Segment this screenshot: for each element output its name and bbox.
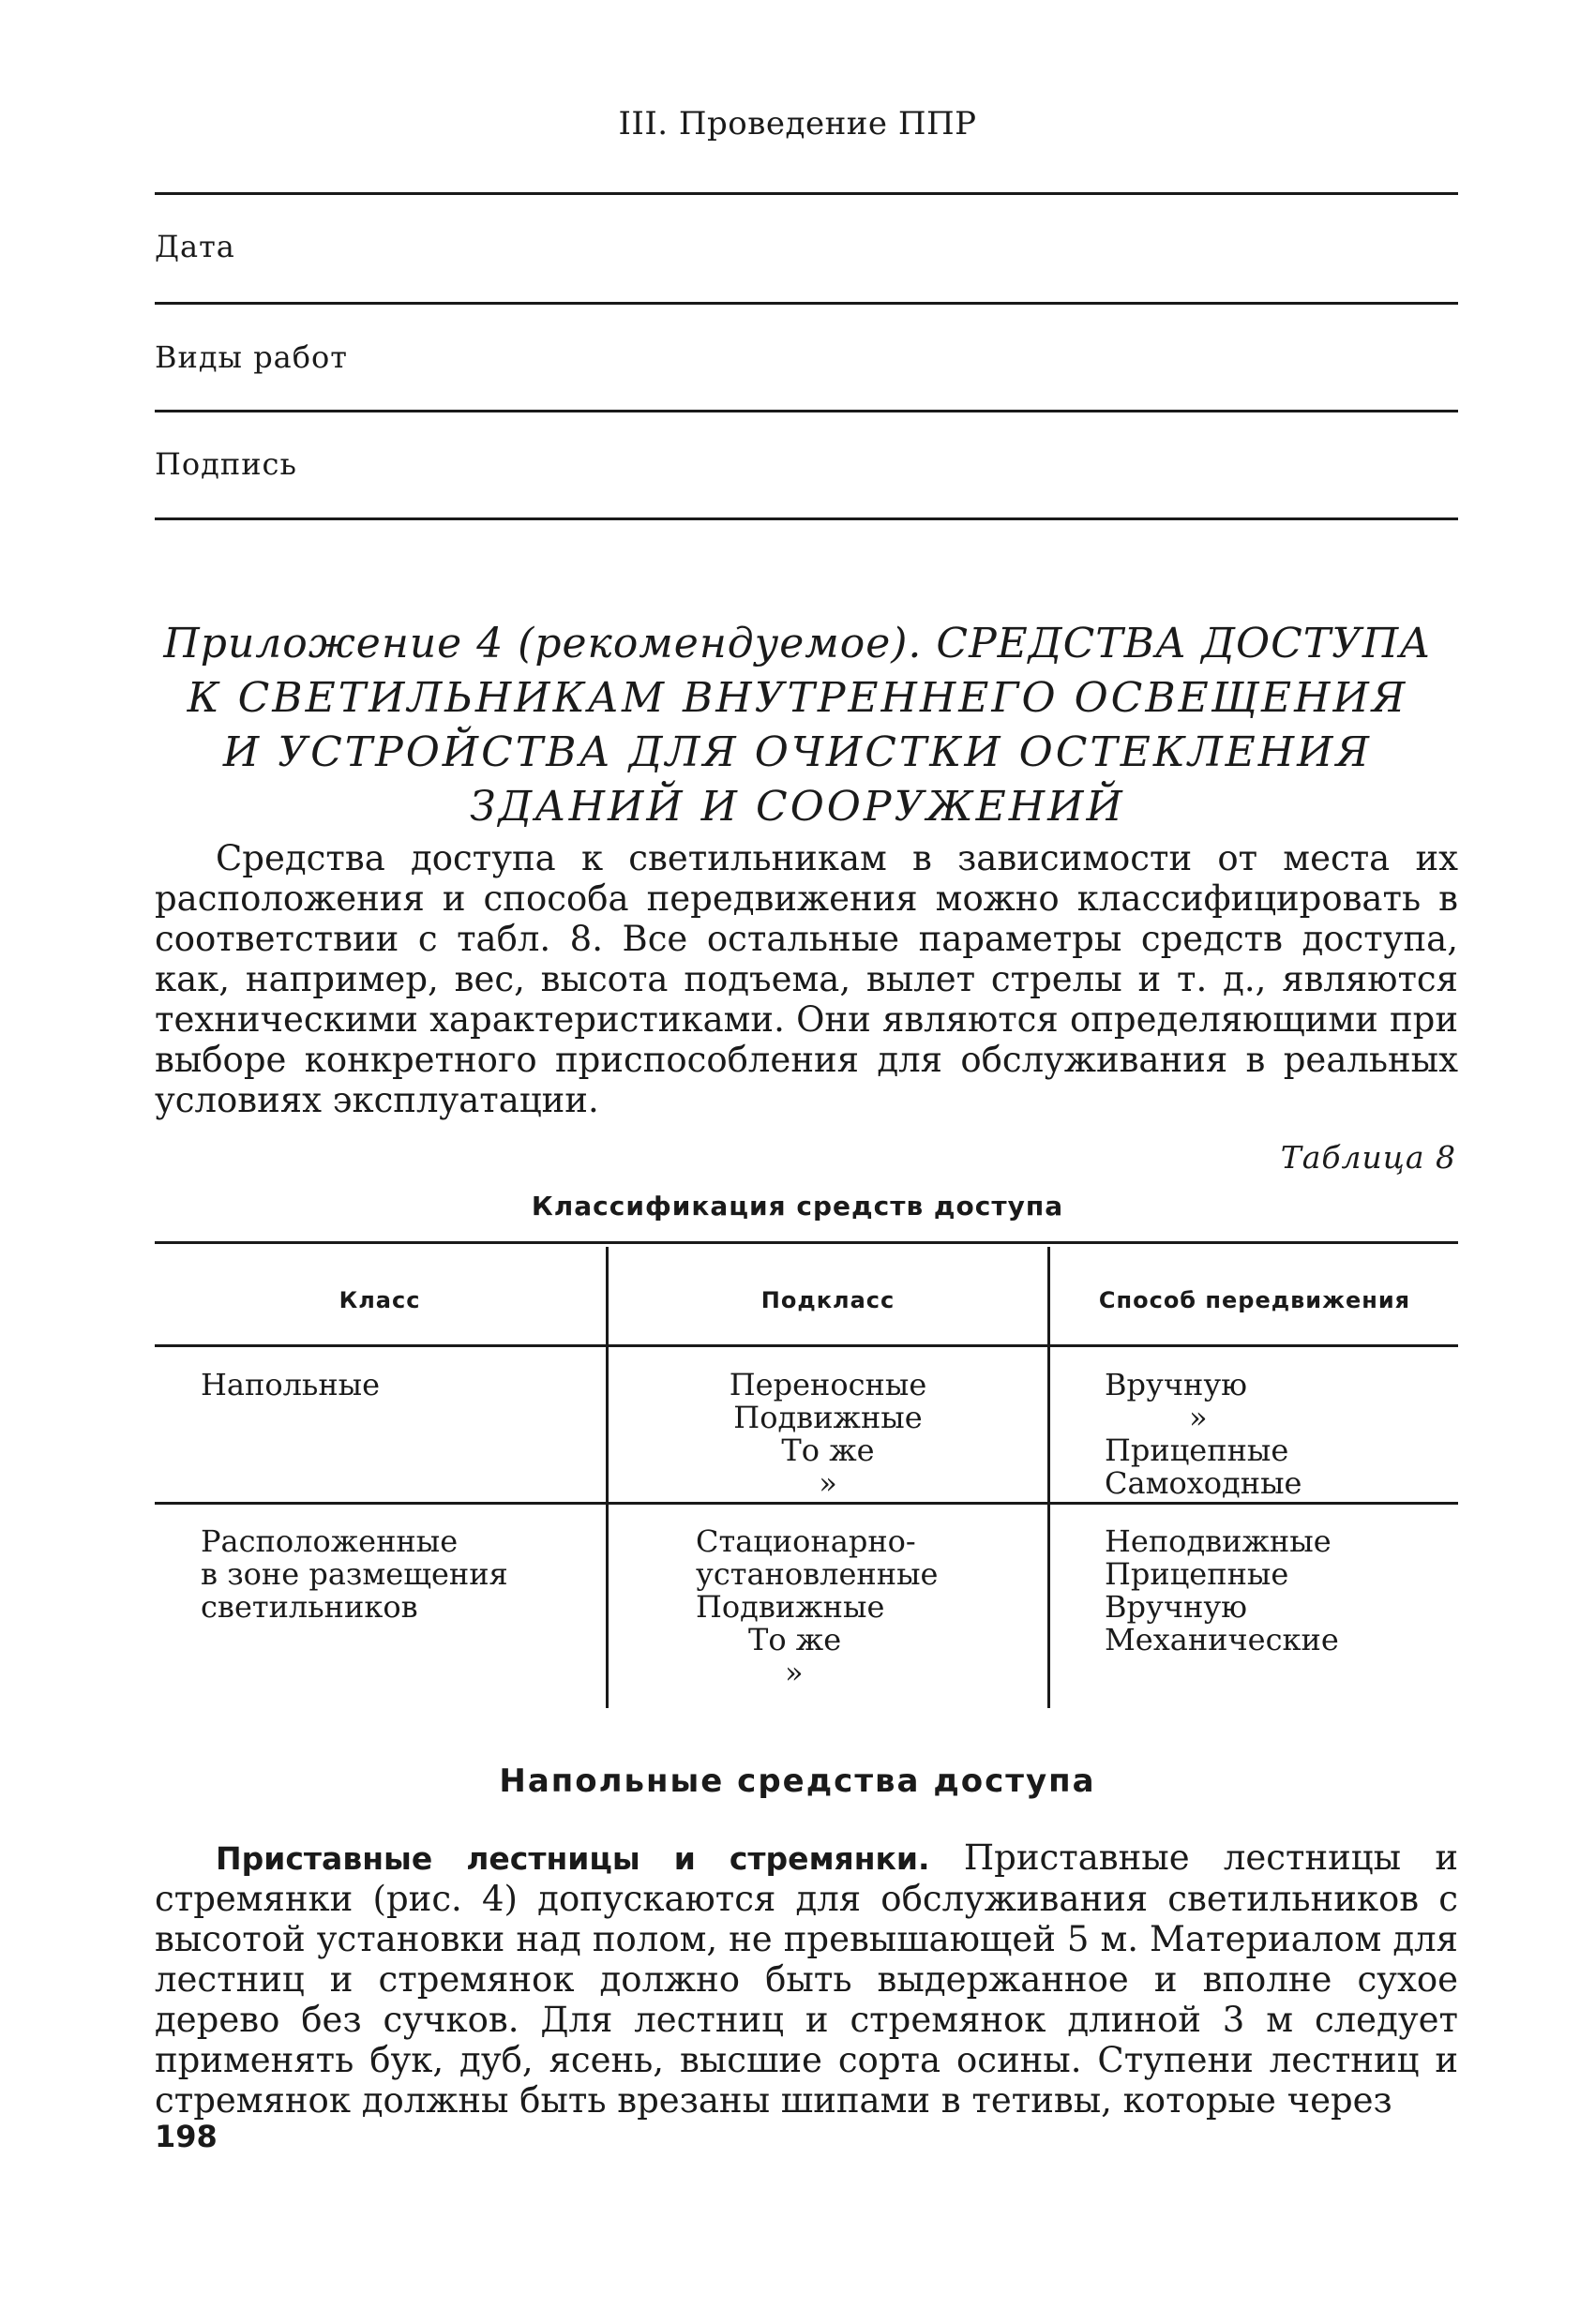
cell-line: Прицепные bbox=[1105, 1556, 1289, 1592]
cell-line: Прицепные bbox=[1105, 1432, 1289, 1468]
form-rule-top bbox=[155, 192, 1458, 195]
table-cell-movement bbox=[1105, 1525, 1339, 1657]
cell-line: Подвижные bbox=[733, 1400, 923, 1435]
cell-line: Подвижные bbox=[696, 1589, 885, 1625]
form-rule bbox=[155, 302, 1458, 305]
table-header-movement: Способ передвижения bbox=[1098, 1287, 1411, 1313]
appendix-title-line: ЗДАНИЙ И СООРУЖЕНИЙ bbox=[470, 783, 1125, 831]
table-column-divider bbox=[606, 1247, 609, 1708]
cell-line: Самоходные bbox=[1105, 1465, 1302, 1501]
cell-line: Неподвижные bbox=[1105, 1523, 1332, 1559]
cell-line: » bbox=[1189, 1400, 1208, 1435]
cell-line: То же bbox=[781, 1432, 875, 1468]
appendix-title-line: И УСТРОЙСТВА ДЛЯ ОЧИСТКИ ОСТЕКЛЕНИЯ bbox=[222, 728, 1373, 776]
table-header-subclass: Подкласс bbox=[760, 1287, 895, 1313]
run-in-heading: Приставные лестницы и стремянки. bbox=[216, 1840, 930, 1877]
table-cell-subclass bbox=[609, 1369, 1046, 1500]
cell-line: То же bbox=[748, 1622, 842, 1657]
page-number: 198 bbox=[155, 2119, 218, 2154]
table-rule-top bbox=[155, 1241, 1458, 1244]
appendix-title-line: Приложение 4 (рекомендуемое). СРЕДСТВА ДОСТУПА bbox=[163, 620, 1432, 667]
cell-line: светильников bbox=[201, 1589, 418, 1625]
appendix-title-line: К СВЕТИЛЬНИКАМ ВНУТРЕННЕГО ОСВЕЩЕНИЯ bbox=[187, 674, 1408, 722]
cell-line: установленные bbox=[696, 1556, 939, 1592]
page-header: III. Проведение ППР bbox=[618, 105, 977, 142]
table-number: Таблица 8 bbox=[1280, 1139, 1456, 1176]
table-cell-class bbox=[201, 1525, 508, 1624]
form-label-date: Дата bbox=[155, 229, 235, 264]
cell-line: Вручную bbox=[1105, 1589, 1247, 1625]
table-header-class: Класс bbox=[339, 1287, 421, 1313]
table-column-divider bbox=[1047, 1247, 1050, 1708]
cell-line: в зоне размещения bbox=[201, 1556, 508, 1592]
form-rule bbox=[155, 410, 1458, 412]
cell-line: Напольные bbox=[201, 1367, 381, 1402]
cell-line: » bbox=[819, 1465, 837, 1501]
cell-line: Механические bbox=[1105, 1622, 1339, 1657]
table-cell-movement bbox=[1105, 1369, 1302, 1500]
cell-line: Вручную bbox=[1105, 1367, 1247, 1402]
cell-line: Стационарно- bbox=[696, 1523, 916, 1559]
body-text: Приставные лестницы и стремянки (рис. 4) допускаются для обслуживания светильников с высотой установки над полом, не превышающей 5 м. Материалом для лестниц и стремянок должно быть выдержанное и вполне сухое дерево без сучков. Для лестниц и стремянок длиной 3 м следует применять бук, дуб, ясень, высшие сорта осины. Ступени лестниц и стремянок должны быть врезаны шипами в тетивы, которые через bbox=[155, 1837, 1458, 2121]
body-paragraph bbox=[155, 1837, 1458, 2121]
table-title: Классификация средств доступа bbox=[531, 1191, 1064, 1222]
table-row-divider bbox=[155, 1502, 1458, 1505]
appendix-title bbox=[0, 617, 1595, 834]
cell-line: Расположенные bbox=[201, 1523, 459, 1559]
cell-line: Переносные bbox=[729, 1367, 927, 1402]
table-cell-subclass bbox=[696, 1525, 938, 1689]
cell-line: » bbox=[785, 1655, 804, 1690]
table-cell-class bbox=[201, 1369, 380, 1402]
form-label-signature: Подпись bbox=[155, 446, 297, 482]
form-rule-bottom bbox=[155, 517, 1458, 520]
intro-paragraph: Средства доступа к светильникам в зависимости от места их расположения и способа передвижения можно классифицировать в соответствии с табл. 8. Все остальные параметры средств доступа, как, например, вес, высота подъема, вылет стрелы и т. д., являются техническими характеристиками. Они являются определяющими при выборе конкретного приспособления для обслуживания в реальных условиях эксплуатации. bbox=[155, 838, 1458, 1120]
table-header-rule bbox=[155, 1344, 1458, 1347]
section-heading: Напольные средства доступа bbox=[499, 1762, 1096, 1800]
form-label-work-types: Виды работ bbox=[155, 339, 348, 375]
